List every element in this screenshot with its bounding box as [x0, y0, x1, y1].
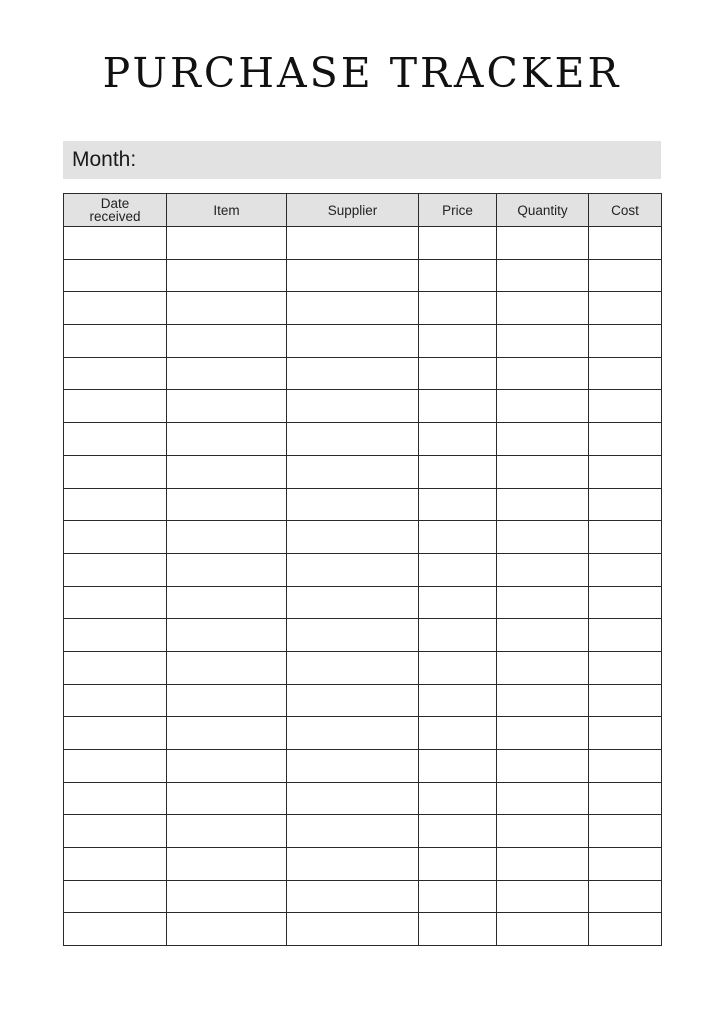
- table-cell[interactable]: [419, 913, 497, 946]
- table-cell[interactable]: [287, 553, 419, 586]
- table-cell[interactable]: [167, 553, 287, 586]
- table-row: [64, 815, 662, 848]
- table-cell[interactable]: [589, 521, 662, 554]
- table-cell[interactable]: [419, 325, 497, 358]
- table-cell[interactable]: [167, 848, 287, 881]
- table-cell[interactable]: [64, 325, 167, 358]
- table-cell[interactable]: [287, 259, 419, 292]
- table-cell[interactable]: [497, 390, 589, 423]
- table-row: [64, 553, 662, 586]
- table-cell[interactable]: [589, 423, 662, 456]
- table-cell[interactable]: [167, 423, 287, 456]
- table-cell[interactable]: [287, 782, 419, 815]
- table-cell[interactable]: [64, 488, 167, 521]
- table-cell[interactable]: [497, 455, 589, 488]
- table-row: [64, 292, 662, 325]
- table-row: [64, 259, 662, 292]
- table-cell[interactable]: [167, 521, 287, 554]
- table-cell[interactable]: [167, 292, 287, 325]
- table-cell[interactable]: [497, 750, 589, 783]
- table-row: [64, 488, 662, 521]
- table-cell[interactable]: [64, 750, 167, 783]
- table-cell[interactable]: [287, 390, 419, 423]
- table-row: [64, 325, 662, 358]
- table-cell[interactable]: [64, 357, 167, 390]
- column-header-price: Price: [419, 194, 497, 227]
- table-cell[interactable]: [287, 619, 419, 652]
- table-cell[interactable]: [167, 455, 287, 488]
- table-cell[interactable]: [497, 651, 589, 684]
- table-cell[interactable]: [64, 423, 167, 456]
- table-cell[interactable]: [589, 227, 662, 260]
- table-cell[interactable]: [287, 521, 419, 554]
- table-cell[interactable]: [589, 651, 662, 684]
- table-cell[interactable]: [419, 455, 497, 488]
- month-bar: [63, 141, 661, 179]
- table-row: [64, 390, 662, 423]
- table-cell[interactable]: [167, 651, 287, 684]
- table-cell[interactable]: [287, 227, 419, 260]
- table-cell[interactable]: [419, 586, 497, 619]
- table-cell[interactable]: [497, 880, 589, 913]
- table-cell[interactable]: [589, 880, 662, 913]
- table-header-row: [64, 194, 662, 227]
- table-cell[interactable]: [589, 619, 662, 652]
- table-cell[interactable]: [287, 717, 419, 750]
- table-cell[interactable]: [167, 717, 287, 750]
- table-cell[interactable]: [419, 259, 497, 292]
- table-cell[interactable]: [419, 553, 497, 586]
- month-label: Month:: [72, 148, 137, 171]
- table-cell[interactable]: [497, 423, 589, 456]
- table-cell[interactable]: [287, 750, 419, 783]
- table-cell[interactable]: [64, 684, 167, 717]
- table-cell[interactable]: [589, 750, 662, 783]
- table-cell[interactable]: [64, 553, 167, 586]
- table-body: [64, 227, 662, 946]
- table-cell[interactable]: [497, 913, 589, 946]
- table-cell[interactable]: [497, 357, 589, 390]
- table-cell[interactable]: [419, 357, 497, 390]
- table-cell[interactable]: [64, 259, 167, 292]
- table-cell[interactable]: [419, 651, 497, 684]
- table-cell[interactable]: [64, 455, 167, 488]
- table-row: [64, 227, 662, 260]
- table-cell[interactable]: [497, 619, 589, 652]
- table-cell[interactable]: [497, 782, 589, 815]
- table-cell[interactable]: [497, 586, 589, 619]
- table-cell[interactable]: [589, 913, 662, 946]
- table-cell[interactable]: [167, 913, 287, 946]
- column-header-quantity: Quantity: [497, 194, 589, 227]
- table-cell[interactable]: [589, 848, 662, 881]
- table-cell[interactable]: [64, 227, 167, 260]
- table-cell[interactable]: [419, 717, 497, 750]
- table-cell[interactable]: [419, 684, 497, 717]
- table-cell[interactable]: [167, 357, 287, 390]
- table-cell[interactable]: [287, 325, 419, 358]
- table-row: [64, 521, 662, 554]
- table-cell[interactable]: [167, 880, 287, 913]
- table-cell[interactable]: [497, 684, 589, 717]
- table-row: [64, 455, 662, 488]
- table-cell[interactable]: [64, 880, 167, 913]
- table-cell[interactable]: [589, 553, 662, 586]
- table-cell[interactable]: [589, 325, 662, 358]
- column-header-cost: Cost: [589, 194, 662, 227]
- table-cell[interactable]: [64, 292, 167, 325]
- table-cell[interactable]: [167, 586, 287, 619]
- table-cell[interactable]: [419, 227, 497, 260]
- table-cell[interactable]: [64, 717, 167, 750]
- table-cell[interactable]: [167, 259, 287, 292]
- table-cell[interactable]: [419, 488, 497, 521]
- table-cell[interactable]: [287, 815, 419, 848]
- table-cell[interactable]: [589, 782, 662, 815]
- table-cell[interactable]: [64, 848, 167, 881]
- table-cell[interactable]: [589, 488, 662, 521]
- table-cell[interactable]: [589, 357, 662, 390]
- table-cell[interactable]: [589, 259, 662, 292]
- page-title: PURCHASE TRACKER: [102, 49, 622, 97]
- table-cell[interactable]: [64, 782, 167, 815]
- table-cell[interactable]: [287, 455, 419, 488]
- table-cell[interactable]: [497, 717, 589, 750]
- table-cell[interactable]: [497, 292, 589, 325]
- table-cell[interactable]: [419, 619, 497, 652]
- table-row: [64, 357, 662, 390]
- table-cell[interactable]: [287, 848, 419, 881]
- table-cell[interactable]: [64, 521, 167, 554]
- table-cell[interactable]: [589, 586, 662, 619]
- table-row: [64, 913, 662, 946]
- table-row: [64, 423, 662, 456]
- table-row: [64, 651, 662, 684]
- table-cell[interactable]: [287, 423, 419, 456]
- table-cell[interactable]: [497, 848, 589, 881]
- table-cell[interactable]: [419, 750, 497, 783]
- table-cell[interactable]: [419, 815, 497, 848]
- table-cell[interactable]: [167, 227, 287, 260]
- table-cell[interactable]: [497, 488, 589, 521]
- table-cell[interactable]: [64, 619, 167, 652]
- table-row: [64, 586, 662, 619]
- table-row: [64, 880, 662, 913]
- table-cell[interactable]: [287, 488, 419, 521]
- table-cell[interactable]: [589, 684, 662, 717]
- table-cell[interactable]: [287, 586, 419, 619]
- table-cell[interactable]: [64, 815, 167, 848]
- table-cell[interactable]: [64, 913, 167, 946]
- table-cell[interactable]: [419, 848, 497, 881]
- table-cell[interactable]: [287, 880, 419, 913]
- table-cell[interactable]: [589, 717, 662, 750]
- table-cell[interactable]: [419, 521, 497, 554]
- table-cell[interactable]: [167, 782, 287, 815]
- table-cell[interactable]: [167, 488, 287, 521]
- table-cell[interactable]: [167, 325, 287, 358]
- table-cell[interactable]: [419, 782, 497, 815]
- table-cell[interactable]: [497, 553, 589, 586]
- column-header-date-received: Date received: [64, 194, 167, 227]
- table-cell[interactable]: [287, 292, 419, 325]
- table-cell[interactable]: [497, 227, 589, 260]
- table-row: [64, 750, 662, 783]
- table-cell[interactable]: [167, 750, 287, 783]
- table-cell[interactable]: [589, 815, 662, 848]
- table-cell[interactable]: [419, 390, 497, 423]
- table-cell[interactable]: [419, 880, 497, 913]
- table-cell[interactable]: [64, 390, 167, 423]
- table-cell[interactable]: [419, 423, 497, 456]
- column-header-supplier: Supplier: [287, 194, 419, 227]
- table-cell[interactable]: [287, 684, 419, 717]
- table-cell[interactable]: [419, 292, 497, 325]
- table-row: [64, 782, 662, 815]
- column-header-item: Item: [167, 194, 287, 227]
- table-row: [64, 684, 662, 717]
- table-cell[interactable]: [497, 325, 589, 358]
- table-row: [64, 619, 662, 652]
- purchase-table: [63, 193, 662, 946]
- table-cell[interactable]: [64, 586, 167, 619]
- table-row: [64, 848, 662, 881]
- table-cell[interactable]: [589, 292, 662, 325]
- table-cell[interactable]: [497, 259, 589, 292]
- table-cell[interactable]: [167, 619, 287, 652]
- table-cell[interactable]: [589, 455, 662, 488]
- table-cell[interactable]: [287, 651, 419, 684]
- table-row: [64, 717, 662, 750]
- table-cell[interactable]: [589, 390, 662, 423]
- table-cell[interactable]: [167, 815, 287, 848]
- table-cell[interactable]: [167, 390, 287, 423]
- table-cell[interactable]: [287, 913, 419, 946]
- table-cell[interactable]: [287, 357, 419, 390]
- table-cell[interactable]: [167, 684, 287, 717]
- table-cell[interactable]: [497, 815, 589, 848]
- table-cell[interactable]: [497, 521, 589, 554]
- table-cell[interactable]: [64, 651, 167, 684]
